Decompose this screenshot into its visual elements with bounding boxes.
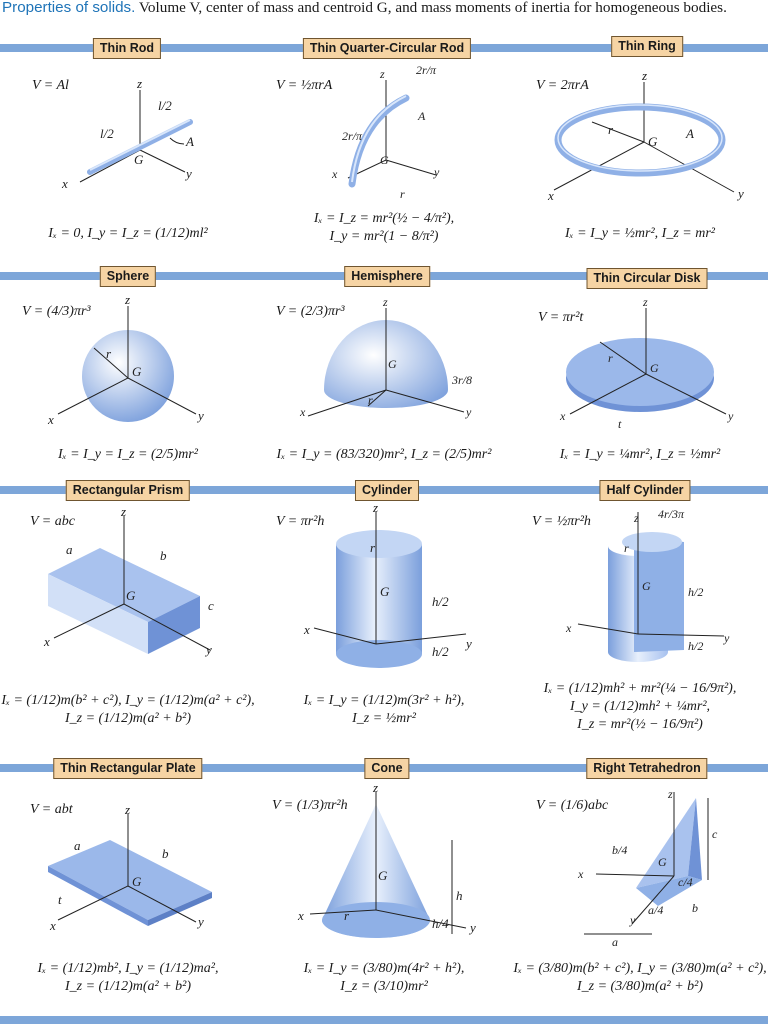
axis-y-label: y <box>738 186 744 201</box>
centroid-label: G <box>378 868 388 883</box>
plate-diagram <box>0 784 256 944</box>
cell-tetra <box>512 784 768 994</box>
axis-x-label: x <box>298 908 304 923</box>
axis-x-label: x <box>50 918 56 933</box>
axis-y-label: y <box>186 166 192 181</box>
quarter-height-label: h/4 <box>432 916 449 931</box>
disk-diagram <box>512 290 768 440</box>
axis-y-label: y <box>728 409 734 423</box>
thin-ring-diagram <box>512 60 768 210</box>
volume-formula: V = Al <box>32 78 69 93</box>
half-height-label: h/2 <box>432 644 449 659</box>
centroid-label: G <box>642 579 651 593</box>
axis-x-label: x <box>300 405 306 419</box>
offset-label: c/4 <box>678 875 693 889</box>
title-lead: Properties of solids. <box>2 0 136 16</box>
axis-z-label: z <box>380 67 385 81</box>
cell-cylinder <box>256 504 512 726</box>
centroid-label: G <box>132 874 142 889</box>
label-half-cylinder: Half Cylinder <box>599 480 690 501</box>
moment-formula: Iₓ = (1/12)mh² + mr²(¼ − 16/9π²), I_y = (1/12)mh² + ¼mr², I_z = mr²(½ − 16/9π²) <box>543 681 737 732</box>
label-plate: Thin Rectangular Plate <box>53 758 202 779</box>
axis-x-label: x <box>578 867 584 881</box>
sphere-diagram <box>0 290 256 440</box>
axis-z-label: z <box>634 511 639 525</box>
axis-z-label: z <box>642 68 648 83</box>
offset-label: a/4 <box>648 903 664 917</box>
radius-label: r <box>624 541 629 555</box>
moment-formula: Iₓ = I_y = (83/320)mr², I_z = (2/5)mr² <box>276 447 492 462</box>
hemisphere-diagram <box>256 290 512 440</box>
axis-z-label: z <box>125 292 131 307</box>
axis-z-label: z <box>137 76 143 91</box>
cell-thin-ring <box>512 60 768 265</box>
cell-cone <box>256 784 512 994</box>
cone-diagram <box>256 784 512 949</box>
axis-y-label: y <box>198 914 204 929</box>
moment-formula: Iₓ = I_y = ½mr², I_z = mr² <box>565 226 715 241</box>
axis-x-label: x <box>304 622 310 637</box>
label-quarter-rod: Thin Quarter-Circular Rod <box>303 38 471 59</box>
axis-x-label: x <box>566 621 572 635</box>
volume-formula: V = πr²t <box>538 310 584 325</box>
volume-formula: V = (2/3)πr³ <box>276 304 345 319</box>
offset-label: 4r/3π <box>658 507 685 521</box>
axis-x-label: x <box>560 409 566 423</box>
centroid-label: G <box>388 357 397 371</box>
offset-label: 2r/π <box>342 129 363 143</box>
cell-half-cylinder <box>512 504 768 732</box>
dim-c-label: c <box>208 598 214 613</box>
dim-a-label: a <box>74 838 81 853</box>
axis-y-label: y <box>470 920 476 935</box>
cell-sphere <box>0 290 256 495</box>
title-rest: Volume V, center of mass and centroid G, and mass moments of inertia for homogeneous bodies. <box>135 0 727 16</box>
cylinder-diagram <box>256 504 512 674</box>
half-height-label: h/2 <box>688 585 704 599</box>
axis-x-label: x <box>44 634 50 649</box>
moment-formula: Iₓ = (1/12)mb², I_y = (1/12)ma², I_z = (1/12)m(a² + b²) <box>37 961 219 994</box>
label-disk: Thin Circular Disk <box>587 268 708 289</box>
axis-y-label: y <box>466 636 472 651</box>
area-label: A <box>418 109 426 123</box>
cell-disk <box>512 290 768 495</box>
dim-a-label: a <box>612 935 618 949</box>
radius-label: r <box>400 187 405 201</box>
prism-diagram <box>0 504 256 664</box>
radius-label: r <box>344 908 350 923</box>
page-title <box>2 0 768 17</box>
area-label: A <box>186 134 194 149</box>
volume-formula: V = abc <box>30 514 75 529</box>
axis-y-label: y <box>206 642 212 657</box>
axis-x-label: x <box>548 188 554 203</box>
centroid-label: G <box>132 364 142 379</box>
moment-formula: Iₓ = I_y = (1/12)m(3r² + h²), I_z = ½mr² <box>303 693 465 726</box>
axis-z-label: z <box>121 504 127 519</box>
dim-b-label: b <box>160 548 167 563</box>
dim-c-label: c <box>712 827 718 841</box>
cell-plate <box>0 784 256 994</box>
label-cone: Cone <box>364 758 409 779</box>
label-cylinder: Cylinder <box>355 480 419 501</box>
offset-label: 3r/8 <box>452 373 473 387</box>
quarter-rod-diagram <box>256 60 512 210</box>
offset-label: b/4 <box>612 843 628 857</box>
label-thin-rod: Thin Rod <box>93 38 161 59</box>
centroid-label: G <box>648 134 658 149</box>
volume-formula: V = abt <box>30 802 73 817</box>
axis-x-label: x <box>332 167 338 181</box>
moment-formula: Iₓ = I_z = mr²(½ − 4/π²), I_y = mr²(1 − 8/π²) <box>313 211 455 244</box>
dim-b-label: b <box>692 901 698 915</box>
axis-y-label: y <box>630 913 636 927</box>
axis-x-label: x <box>48 412 54 427</box>
label-hemisphere: Hemisphere <box>344 266 430 287</box>
radius-label: r <box>608 122 614 137</box>
moment-formula: Iₓ = (1/12)m(b² + c²), I_y = (1/12)m(a² + c²), I_z = (1/12)m(a² + b²) <box>1 693 255 726</box>
half-height-label: h/2 <box>432 594 449 609</box>
centroid-label: G <box>134 152 144 167</box>
half-height-label: h/2 <box>688 639 704 653</box>
centroid-label: G <box>650 361 659 375</box>
thickness-label: t <box>58 892 62 907</box>
moment-formula: Iₓ = (3/80)m(b² + c²), I_y = (3/80)m(a² + c²), I_z = (3/80)m(a² + b²) <box>513 961 767 994</box>
moment-formula: Iₓ = 0, I_y = I_z = (1/12)ml² <box>48 226 208 241</box>
volume-formula: V = ½πr²h <box>532 514 591 529</box>
volume-formula: V = (1/6)abc <box>536 798 609 813</box>
label-sphere: Sphere <box>100 266 156 287</box>
axis-z-label: z <box>373 504 379 515</box>
axis-z-label: z <box>373 784 379 795</box>
centroid-label: G <box>380 584 390 599</box>
moment-formula: Iₓ = I_y = ¼mr², I_z = ½mr² <box>559 447 721 462</box>
volume-formula: V = ½πrA <box>276 78 333 93</box>
offset-label: 2r/π <box>416 63 437 77</box>
axis-x-label: x <box>62 176 68 191</box>
label-prism: Rectangular Prism <box>66 480 190 501</box>
volume-formula: V = (4/3)πr³ <box>22 304 91 319</box>
label-thin-ring: Thin Ring <box>611 36 683 57</box>
half-length-label: l/2 <box>158 98 172 113</box>
moment-formula: Iₓ = I_y = (3/80)m(4r² + h²), I_z = (3/10)mr² <box>303 961 465 994</box>
centroid-label: G <box>126 588 136 603</box>
volume-formula: V = πr²h <box>276 514 325 529</box>
axis-y-label: y <box>724 631 730 645</box>
radius-label: r <box>106 346 112 361</box>
centroid-label: G <box>658 855 667 869</box>
half-cylinder-diagram <box>512 504 768 674</box>
dim-b-label: b <box>162 846 169 861</box>
moment-formula: Iₓ = I_y = I_z = (2/5)mr² <box>58 447 198 462</box>
volume-formula: V = (1/3)πr²h <box>272 798 348 813</box>
height-label: h <box>456 888 463 903</box>
bottom-band <box>0 1016 768 1024</box>
radius-label: r <box>608 351 613 365</box>
axis-z-label: z <box>643 295 648 309</box>
thin-rod-diagram <box>0 60 256 210</box>
cell-thin-rod <box>0 60 256 265</box>
axis-z-label: z <box>668 787 673 801</box>
radius-label: r <box>368 393 373 407</box>
centroid-label: G <box>380 153 389 167</box>
thickness-label: t <box>618 417 622 431</box>
cell-quarter-rod <box>256 60 512 265</box>
axis-y-label: y <box>198 408 204 423</box>
axis-z-label: z <box>125 802 131 817</box>
volume-formula: V = 2πrA <box>536 78 589 93</box>
tetra-diagram <box>512 784 768 949</box>
label-tetra: Right Tetrahedron <box>586 758 707 779</box>
axis-y-label: y <box>434 165 440 179</box>
axis-z-label: z <box>383 295 388 309</box>
axis-y-label: y <box>466 405 472 419</box>
cell-hemisphere <box>256 290 512 495</box>
half-length-label: l/2 <box>100 126 114 141</box>
dim-a-label: a <box>66 542 73 557</box>
area-label: A <box>686 126 694 141</box>
cell-prism <box>0 504 256 726</box>
radius-label: r <box>370 540 376 555</box>
